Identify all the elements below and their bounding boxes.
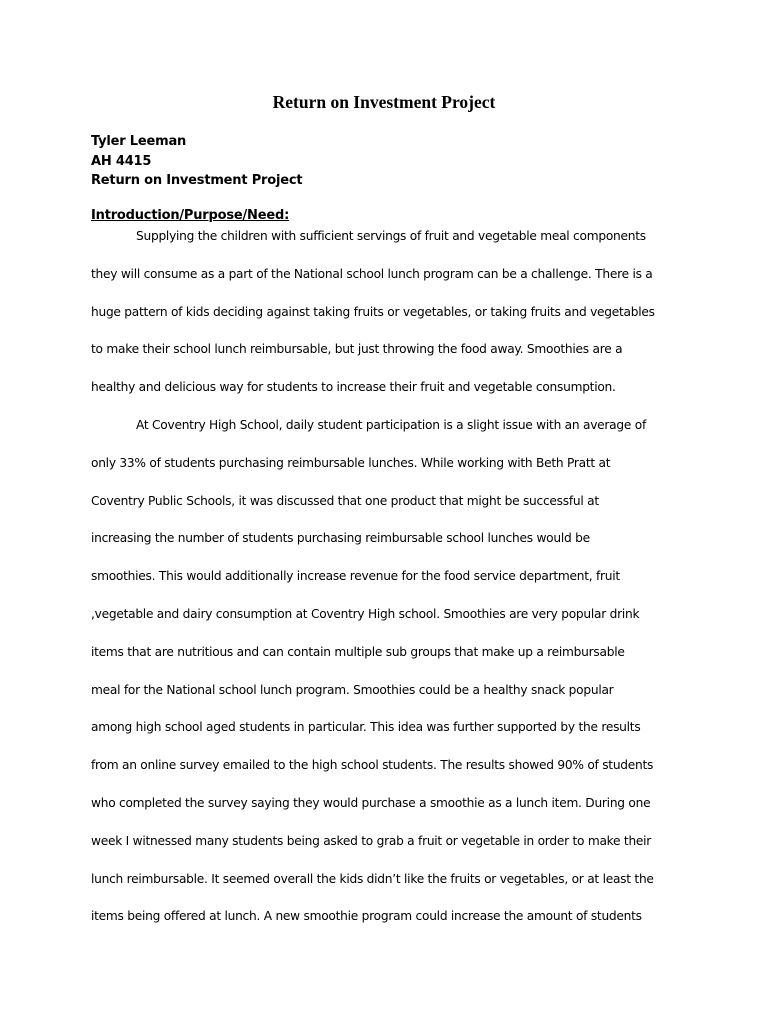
section-heading: Introduction/Purpose/Need: <box>91 208 290 223</box>
body-paragraphs <box>91 226 691 944</box>
paragraph-line: to make their school lunch reimbursable, but just throwing the food away. Smoothies are a <box>91 342 623 357</box>
paragraph-line: lunch reimbursable. It seemed overall the kids didn’t like the fruits or vegetables, or at least the <box>91 871 654 886</box>
paragraph-line: week I witnessed many students being asked to grab a fruit or vegetable in order to make their <box>91 833 652 848</box>
paragraph-line: items that are nutritious and can contain multiple sub groups that make up a reimbursable <box>91 644 625 659</box>
paragraph-line: At Coventry High School, daily student participation is a slight issue with an average of <box>136 417 646 432</box>
author-name: Tyler Leeman <box>91 134 187 149</box>
paragraph-line: among high school aged students in particular. This idea was further supported by the results <box>91 720 641 735</box>
paragraph-line: smoothies. This would additionally increase revenue for the food service department, fruit <box>91 569 620 584</box>
paragraph-line: increasing the number of students purchasing reimbursable school lunches would be <box>91 531 590 546</box>
paragraph-line: Coventry Public Schools, it was discussed that one product that might be successful at <box>91 493 599 508</box>
paragraph-line: Supplying the children with sufficient servings of fruit and vegetable meal components <box>136 229 646 243</box>
paragraph-line: who completed the survey saying they would purchase a smoothie as a lunch item. During one <box>91 795 651 810</box>
paragraph-line: healthy and delicious way for students to increase their fruit and vegetable consumption. <box>91 380 616 395</box>
paragraph-line: from an online survey emailed to the high school students. The results showed 90% of students <box>91 758 654 773</box>
paragraph-line: ,vegetable and dairy consumption at Coventry High school. Smoothies are very popular drink <box>91 606 640 621</box>
paragraph-line: huge pattern of kids deciding against taking fruits or vegetables, or taking fruits and vegetables <box>91 304 655 319</box>
paragraph-line: they will consume as a part of the National school lunch program can be a challenge. There is a <box>91 266 653 281</box>
course-code: AH 4415 <box>91 153 152 169</box>
paragraph-line: meal for the National school lunch program. Smoothies could be a healthy snack popular <box>91 682 614 697</box>
paragraph-line: items being offered at lunch. A new smoothie program could increase the amount of students <box>91 909 642 924</box>
document-title: Return on Investment Project <box>272 92 496 112</box>
paragraph-line: only 33% of students purchasing reimbursable lunches. While working with Beth Pratt at <box>91 455 611 470</box>
author-header <box>91 132 302 191</box>
project-name: Return on Investment Project <box>91 173 303 188</box>
